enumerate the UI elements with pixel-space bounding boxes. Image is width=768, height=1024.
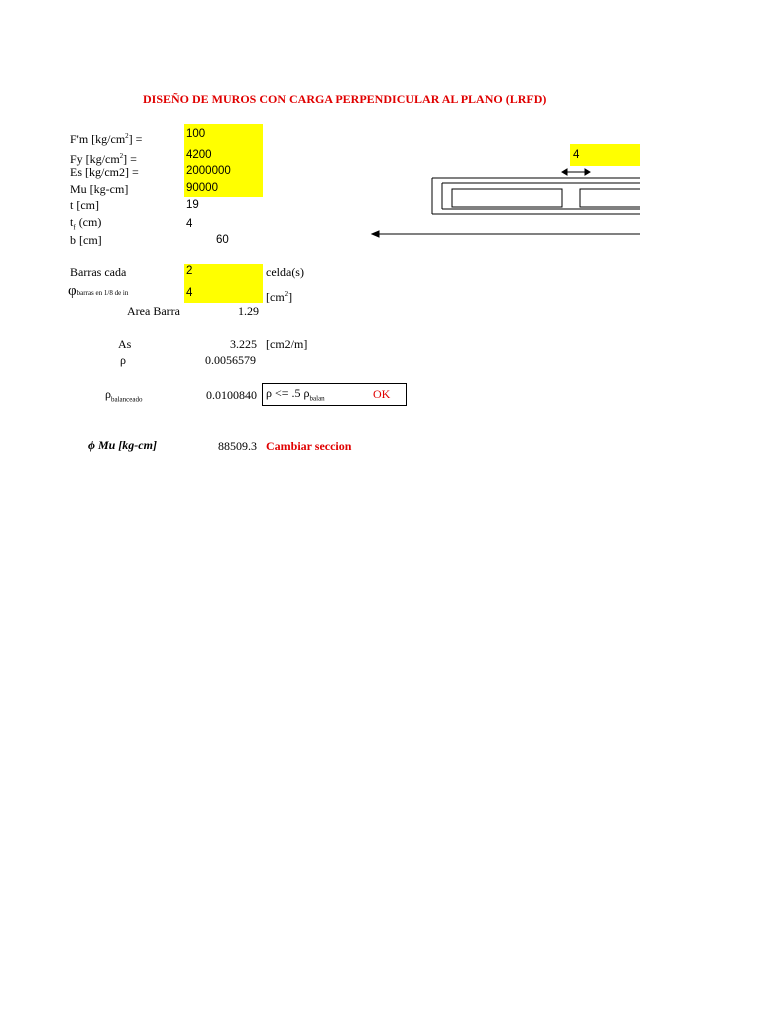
es-label: Es [kg/cm2] = xyxy=(70,165,139,179)
t-value[interactable]: 19 xyxy=(186,199,199,211)
diagram-cell-value[interactable]: 4 xyxy=(573,149,580,161)
fm-input[interactable]: 100 xyxy=(186,128,206,140)
wall-cell-right xyxy=(580,189,640,207)
area-bar-value: 1.29 xyxy=(238,304,259,318)
diagram-cell-highlight xyxy=(570,144,640,166)
bar-diameter-unit: $[cm^2]$ xyxy=(266,290,293,304)
rho-label: ρ xyxy=(120,353,126,367)
b-label: b [cm] xyxy=(70,233,102,247)
phi-mu-label: ϕ Mu [kg-cm] xyxy=(88,438,157,452)
phi-mu-value: 88509.3 xyxy=(218,439,257,453)
as-unit: [cm2/m] xyxy=(266,337,308,351)
tf-value[interactable]: 4 xyxy=(186,218,193,230)
bar-diameter-input[interactable]: 4 xyxy=(186,287,193,299)
tf-label: $t_f$ (cm) xyxy=(70,215,102,232)
wall-outline xyxy=(432,178,640,214)
rho-check-result: OK xyxy=(373,387,391,401)
phi-mu-message: Cambiar seccion xyxy=(266,439,352,453)
b-value[interactable]: 60 xyxy=(216,234,229,246)
rho-balanced-label: $\rho_{balanceado}$ xyxy=(105,387,143,404)
wall-cells xyxy=(452,189,640,207)
es-input[interactable]: 2000000 xyxy=(186,165,231,177)
page-title: DISEÑO DE MUROS CON CARGA PERPENDICULAR AL PLANO (LRFD) xyxy=(143,92,547,106)
diagram-double-arrow xyxy=(562,169,590,175)
bars-spacing-label: Barras cada xyxy=(70,265,127,279)
bar-diameter-label: φbarras en 1/8 de in xyxy=(68,283,129,299)
rho-check-condition: ρ <= .5 $\rho_{balan}$ xyxy=(266,386,325,403)
bars-spacing-input[interactable]: 2 xyxy=(186,265,193,277)
as-label: As xyxy=(118,337,132,351)
wall-cell-left xyxy=(452,189,562,207)
t-label: t [cm] xyxy=(70,198,99,212)
as-value: 3.225 xyxy=(230,337,257,351)
fm-label: F'm $[kg/cm^2]$ = xyxy=(70,132,143,146)
mu-input[interactable]: 90000 xyxy=(186,182,218,194)
bars-spacing-unit: celda(s) xyxy=(266,265,304,279)
fy-label: Fy $[kg/cm^2]$ = xyxy=(70,152,137,166)
rho-balanced-value: 0.0100840 xyxy=(206,388,257,402)
rho-value: 0.0056579 xyxy=(205,353,256,367)
bars-highlight xyxy=(184,264,263,303)
area-bar-label: Area Barra xyxy=(127,304,180,318)
diagram-long-arrow xyxy=(372,231,640,237)
fy-input[interactable]: 4200 xyxy=(186,149,212,161)
mu-label: Mu [kg-cm] xyxy=(70,182,129,196)
